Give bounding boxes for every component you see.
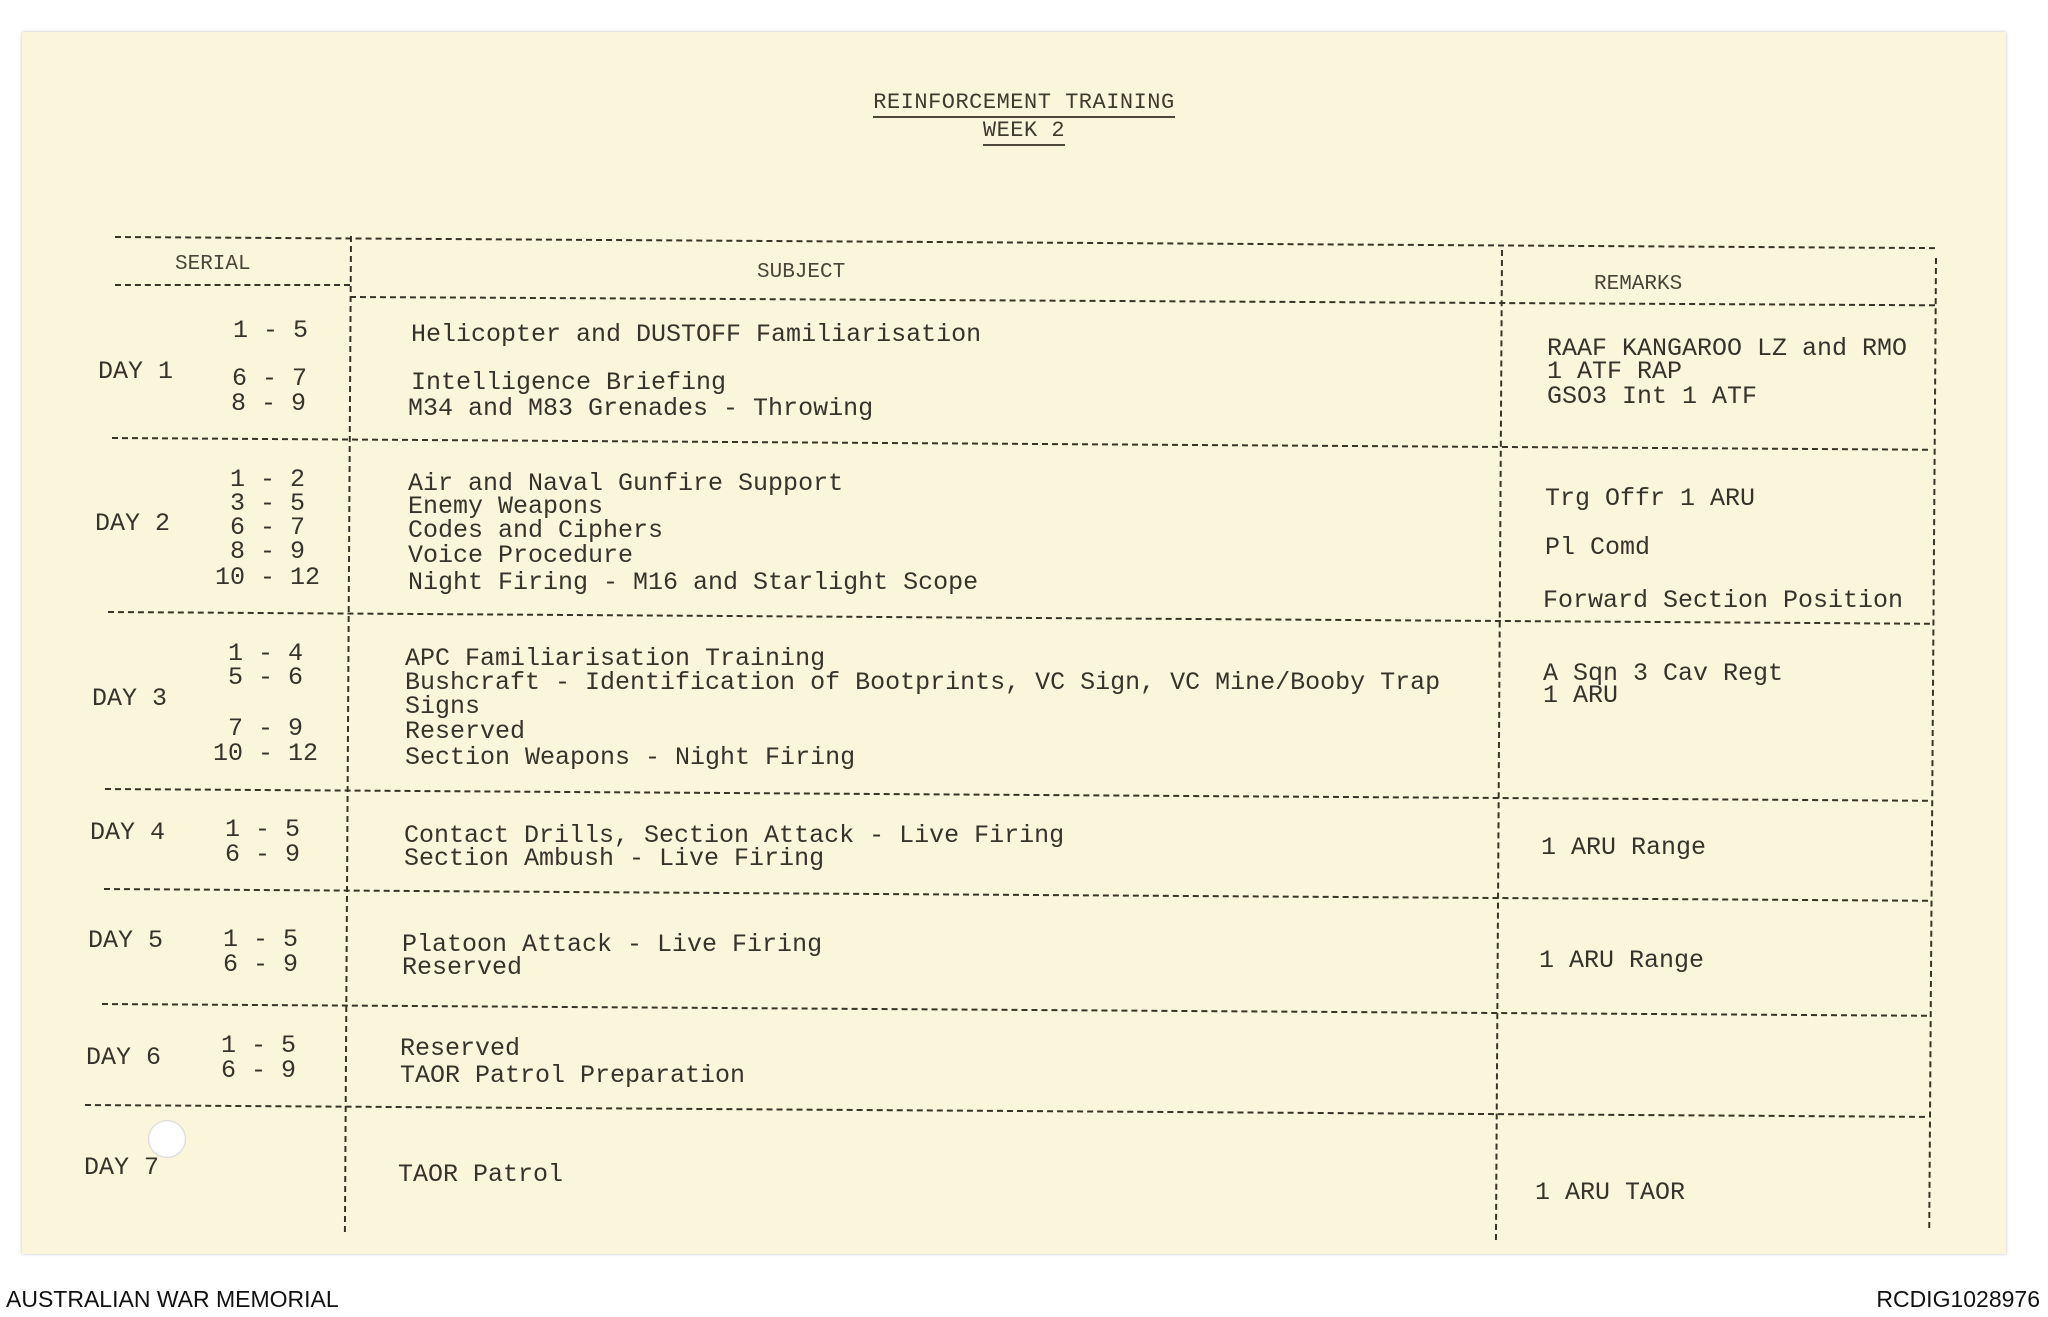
- header-remarks: REMARKS: [1594, 273, 1683, 296]
- remark-line: 1 ARU TAOR: [1535, 1178, 1686, 1207]
- serial-range: 1 - 5: [221, 1031, 297, 1060]
- subject-line: TAOR Patrol: [398, 1160, 564, 1189]
- punch-hole: [148, 1120, 186, 1158]
- serial-range: 8 - 9: [231, 389, 307, 418]
- document-title-block: [0, 90, 2048, 146]
- day-label: DAY 6: [86, 1043, 162, 1072]
- subject-line: Platoon Attack - Live Firing: [402, 930, 823, 959]
- document-title: REINFORCEMENT TRAINING: [873, 90, 1174, 118]
- remark-line: Forward Section Position: [1543, 586, 1904, 615]
- subject-line: Intelligence Briefing: [411, 368, 727, 397]
- footer-source: AUSTRALIAN WAR MEMORIAL: [6, 1286, 339, 1312]
- serial-range: 8 - 9: [230, 537, 306, 566]
- serial-range: 1 - 5: [225, 815, 301, 844]
- serial-range: 10 - 12: [213, 739, 319, 768]
- serial-range: 5 - 6: [228, 663, 304, 692]
- serial-range: 1 - 2: [230, 465, 306, 494]
- header-subject: SUBJECT: [757, 261, 846, 284]
- document-subtitle: WEEK 2: [983, 118, 1065, 146]
- serial-range: 6 - 9: [223, 950, 299, 979]
- subject-line: Reserved: [405, 717, 526, 746]
- subject-line: Bushcraft - Identification of Bootprints, VC Sign, VC Mine/Booby Trap: [405, 668, 1441, 697]
- subject-line: Section Ambush - Live Firing: [404, 844, 825, 873]
- day-label: DAY 2: [95, 509, 171, 538]
- serial-range: 6 - 9: [221, 1056, 297, 1085]
- day-label: DAY 3: [92, 684, 168, 713]
- header-serial: SERIAL: [175, 253, 251, 276]
- serial-range: 10 - 12: [215, 563, 321, 592]
- subject-line: Section Weapons - Night Firing: [405, 743, 856, 772]
- remark-line: Trg Offr 1 ARU: [1545, 484, 1756, 513]
- remark-line: Pl Comd: [1545, 533, 1651, 562]
- subject-line: Enemy Weapons: [408, 492, 604, 521]
- day-label: DAY 1: [98, 357, 174, 386]
- remark-line: A Sqn 3 Cav Regt: [1543, 659, 1784, 688]
- table-rule-header-serial: [115, 284, 350, 286]
- day-label: DAY 4: [90, 818, 166, 847]
- document-page: [22, 32, 2006, 1254]
- serial-range: 1 - 5: [233, 316, 309, 345]
- subject-line: TAOR Patrol Preparation: [400, 1061, 746, 1090]
- serial-range: 6 - 7: [232, 364, 308, 393]
- serial-range: 1 - 5: [223, 925, 299, 954]
- day-label: DAY 7: [84, 1153, 160, 1182]
- footer-id: RCDIG1028976: [1876, 1286, 2040, 1312]
- subject-line: Signs: [405, 692, 481, 721]
- subject-line: M34 and M83 Grenades - Throwing: [408, 394, 874, 423]
- subject-line: Helicopter and DUSTOFF Familiarisation: [411, 320, 982, 349]
- serial-range: 3 - 5: [230, 489, 306, 518]
- subject-line: APC Familiarisation Training: [405, 644, 826, 673]
- remark-line: 1 ARU Range: [1541, 833, 1707, 862]
- day-label: DAY 5: [88, 926, 164, 955]
- subject-line: Voice Procedure: [408, 541, 634, 570]
- serial-range: 6 - 9: [225, 840, 301, 869]
- remark-line: RAAF KANGAROO LZ and RMO: [1547, 334, 1908, 363]
- subject-line: Reserved: [400, 1034, 521, 1063]
- serial-range: 6 - 7: [230, 513, 306, 542]
- subject-line: Reserved: [402, 953, 523, 982]
- remark-line: 1 ARU: [1543, 681, 1619, 710]
- subject-line: Air and Naval Gunfire Support: [408, 469, 844, 498]
- subject-line: Contact Drills, Section Attack - Live Firing: [404, 821, 1065, 850]
- subject-line: Night Firing - M16 and Starlight Scope: [408, 568, 979, 597]
- serial-range: 7 - 9: [228, 714, 304, 743]
- serial-range: 1 - 4: [228, 639, 304, 668]
- remark-line: GSO3 Int 1 ATF: [1547, 382, 1758, 411]
- remark-line: 1 ARU Range: [1539, 946, 1705, 975]
- subject-line: Codes and Ciphers: [408, 516, 664, 545]
- remark-line: 1 ATF RAP: [1547, 357, 1683, 386]
